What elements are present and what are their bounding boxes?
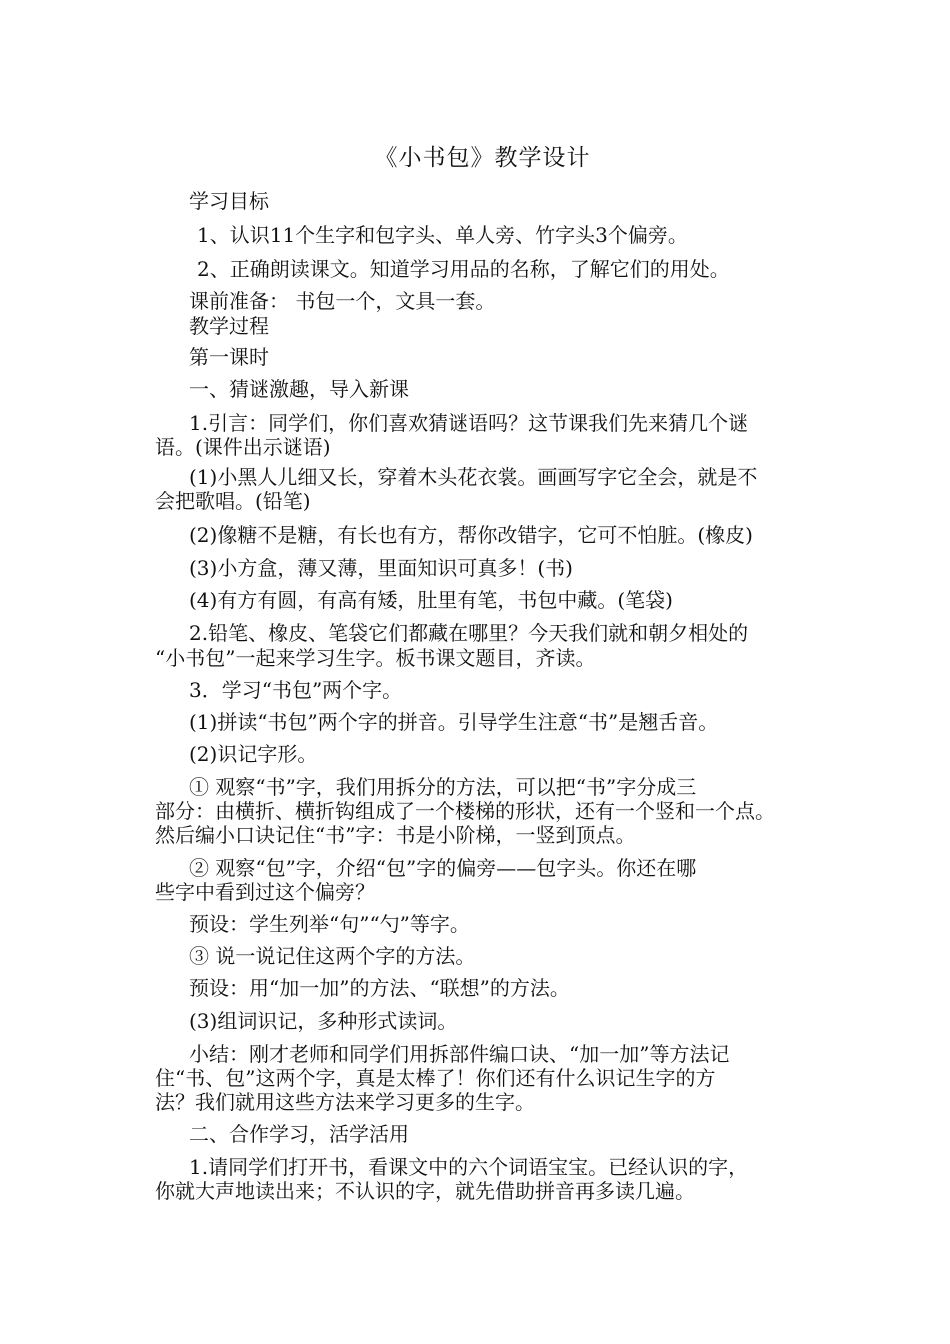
paragraph-line: 3．学习“书包”两个字。 bbox=[189, 678, 403, 702]
paragraph-line: 1.请同学们打开书，看课文中的六个词语宝宝。已经认识的字， bbox=[189, 1155, 749, 1179]
paragraph-line: “小书包”一起来学习生字。板书课文题目，齐读。 bbox=[155, 646, 596, 670]
paragraph-line: 预设：学生列举“句”“勺”等字。 bbox=[189, 912, 470, 936]
goal-2: 2、正确朗读课文。知道学习用品的名称，了解它们的用处。 bbox=[197, 257, 730, 281]
paragraph-line: 些字中看到过这个偏旁？ bbox=[155, 880, 375, 904]
paragraph-line: 2.铅笔、橡皮、笔袋它们都藏在哪里？今天我们就和朝夕相处的 bbox=[189, 621, 749, 645]
paragraph-line: ② 观察“包”字，介绍“包”字的偏旁——包字头。你还在哪 bbox=[189, 856, 697, 880]
summary-line: 法？我们就用这些方法来学习更多的生字。 bbox=[155, 1090, 535, 1114]
riddle-4: (4)有方有圆，有高有矮，肚里有笔，书包中藏。(笔袋) bbox=[189, 588, 673, 612]
paragraph-line: ① 观察“书”字，我们用拆分的方法，可以把“书”字分成三 bbox=[189, 775, 697, 799]
paragraph-line: 预设：用“加一加”的方法、“联想”的方法。 bbox=[189, 976, 570, 1000]
summary-line: 小结：刚才老师和同学们用拆部件编口诀、“加一加”等方法记 bbox=[189, 1042, 730, 1066]
paragraph-line: 1.引言：同学们，你们喜欢猜谜语吗？这节课我们先来猜几个谜 bbox=[189, 411, 749, 435]
preparation: 课前准备： 书包一个，文具一套。 bbox=[189, 289, 496, 313]
paragraph-line: 然后编小口诀记住“书”字：书是小阶梯，一竖到顶点。 bbox=[155, 823, 636, 847]
paragraph-line: ③ 说一说记住这两个字的方法。 bbox=[189, 944, 476, 968]
paragraph-line: (1)拼读“书包”两个字的拼音。引导学生注意“书”是翘舌音。 bbox=[189, 710, 719, 734]
riddle-1-line: 会把歌唱。(铅笔) bbox=[155, 489, 311, 513]
paragraph-line: 你就大声地读出来；不认识的字，就先借助拼音再多读几遍。 bbox=[155, 1179, 695, 1203]
riddle-3: (3)小方盒，薄又薄，里面知识可真多！(书) bbox=[189, 556, 573, 580]
paragraph-line: (2)识记字形。 bbox=[189, 742, 318, 766]
paragraph-line: 部分：由横折、横折钩组成了一个楼梯的形状，还有一个竖和一个点。 bbox=[155, 799, 775, 823]
riddle-1-line: (1)小黑人儿细又长，穿着木头花衣裳。画画写字它全会，就是不 bbox=[189, 465, 758, 489]
goal-1: 1、认识11个生字和包字头、单人旁、竹字头3个偏旁。 bbox=[197, 223, 688, 247]
heading-teaching-process: 教学过程 bbox=[189, 314, 269, 338]
heading-learning-goals: 学习目标 bbox=[189, 189, 269, 213]
paragraph-line: 语。(课件出示谜语) bbox=[155, 435, 331, 459]
section-heading-1: 一、猜谜激趣，导入新课 bbox=[189, 377, 409, 401]
riddle-2: (2)像糖不是糖，有长也有方，帮你改错字，它可不怕脏。(橡皮) bbox=[189, 523, 753, 547]
section-heading-2: 二、合作学习，活学活用 bbox=[189, 1122, 409, 1146]
document-title: 《小书包》教学设计 bbox=[374, 145, 591, 171]
heading-first-lesson: 第一课时 bbox=[189, 345, 269, 369]
paragraph-line: (3)组词识记，多种形式读词。 bbox=[189, 1009, 458, 1033]
summary-line: 住“书、包”这两个字，真是太棒了！你们还有什么识记生字的方 bbox=[155, 1066, 716, 1090]
